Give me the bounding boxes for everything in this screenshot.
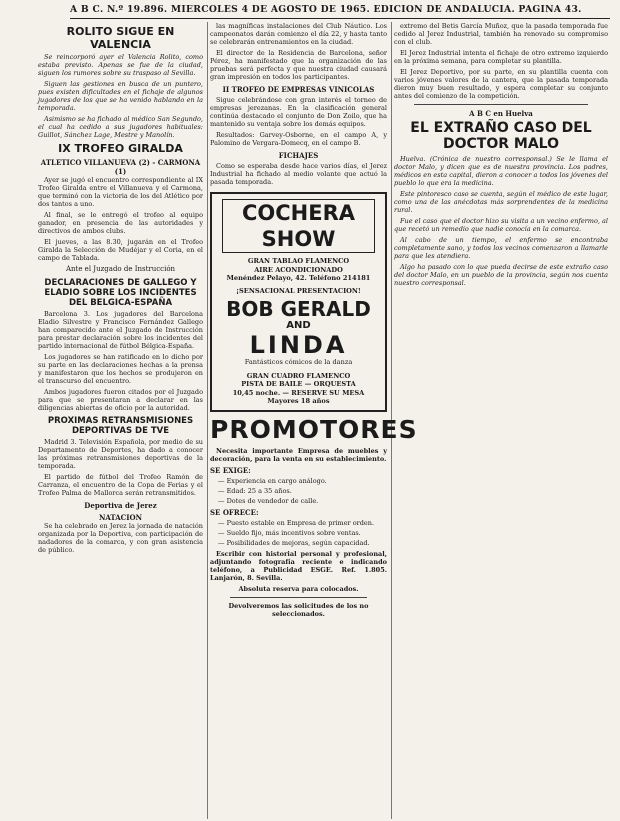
trofeo-giralda-headline: IX TROFEO GIRALDA [58, 142, 183, 155]
doctor-malo-paragraph: Algo ha pasado con lo que pueda decirse de este extraño caso del doctor Malo, en un pueblo de la provincia, según nos cuenta nuestro corresponsal. [394, 263, 608, 287]
page-header: A B C. N.º 19.896. MIERCOLES 4 DE AGOSTO DE 1965. EDICION DE ANDALUCIA. PAGINA 43. [70, 4, 610, 19]
list-item: — Sueldo fijo, más incentivos sobre ventas. [218, 528, 361, 537]
promotores-return: Devolveremos las solicitudes de los no seleccionados. [228, 601, 369, 618]
rolito-paragraph: Asimismo se ha fichado al médico San Segundo, el cual ha cedido a sus jugadores habituales: Guillot, Sánchez Lage, Mestre y Manolín. [38, 115, 203, 139]
jerez-headline: Deportiva de Jerez [84, 501, 157, 510]
tve-paragraph: Madrid 3. Televisión Española, por medio de su Departamento de Deportes, ha dado a conocer las próximas retransmisiones deportivas de la temporada. [38, 438, 203, 470]
jerez-kicker: NATACION [98, 513, 143, 522]
juzgado-headline: DECLARACIONES DE GALLEGO Y ELADIO SOBRE LOS INCIDENTES DEL BELGICA-ESPAÑA [44, 278, 197, 308]
ad-artist-and: AND [286, 320, 311, 331]
vinicolas-headline: II TROFEO DE EMPRESAS VINICOLAS [222, 85, 375, 94]
juzgado-kicker: Ante el Juzgado de Instrucción [65, 265, 176, 273]
nautico-paragraph: El director de la Residencia de Barcelona, señor Pérez, ha manifestado que la organización de las pruebas será perfecta y que nuestra ciudad causará gran impresión en todos los participantes. [210, 49, 387, 81]
fichajes-headline: FICHAJES [278, 151, 319, 160]
list-item: — Puesto estable en Empresa de primer orden. [218, 518, 375, 527]
list-item: — Posibilidades de mejoras, según capacidad. [218, 538, 370, 547]
ad-line: GRAN TABLAO FLAMENCO [247, 257, 350, 265]
tve-headline: PROXIMAS RETRANSMISIONES DEPORTIVAS DE TVE [47, 416, 194, 436]
fichajes-paragraph: Como se esperaba desde hace varios días, el Jerez Industrial ha fichado al medio volante que actuó la pasada temporada. [210, 162, 387, 186]
abc-huelva-kicker: A B C en Huelva [469, 109, 533, 118]
list-item: — Experiencia en cargo análogo. [218, 476, 327, 485]
rolito-paragraph: Siguen las gestiones en busca de un puntero, pues existen dificultades en el fichaje de algunos jugadores de los que se ha venido hablando en la temporada. [38, 80, 203, 112]
ad-line: Fantásticos cómicos de la danza [244, 358, 353, 366]
divider [230, 597, 367, 598]
ad-line: 10,45 noche. — RESERVE SU MESA [232, 388, 365, 397]
ad-artist-name: LINDA [249, 331, 348, 359]
exige-label: SE EXIGE: [210, 465, 251, 475]
ofrece-list [218, 519, 387, 547]
promotores-contact: Escribir con historial personal y profesional, adjuntando fotografía reciente e indicando teléfono, a Publicidad ESGE. Ref. 1.805. Lanjarón, 8. Sevilla. [210, 549, 387, 582]
list-item: — Edad: 25 a 35 años. [218, 486, 292, 495]
divider [414, 104, 588, 105]
ofrece-label: SE OFRECE: [210, 507, 259, 517]
cochera-show-ad [210, 192, 387, 412]
column-right [394, 22, 608, 819]
ad-line: Mayores 18 años [267, 397, 330, 405]
doctor-malo-paragraph: Fue el caso que el doctor hizo su visita a un vecino enfermo, al que recetó un remedio que nadie conocía en la comarca. [394, 217, 608, 233]
ad-address: Menéndez Pelayo, 42. Teléfono 214181 [226, 274, 371, 282]
jerez-paragraph: El Jerez Industrial intenta el fichaje de otro extremo izquierdo en la próxima semana, para completar su plantilla. [394, 49, 608, 65]
promotores-reserve: Absoluta reserva para colocados. [238, 584, 359, 593]
jerez-paragraph: Se ha celebrado en Jerez la jornada de natación organizada por la Deportiva, con participación de nadadores de la comarca, y con gran asistencia de público. [38, 522, 203, 554]
jerez-paragraph: extremo del Betis García Muñoz, que la pasada temporada fue cedido al Jerez Industrial, también ha renovado su compromiso con el club. [394, 22, 608, 46]
column-middle [210, 22, 418, 819]
juzgado-paragraph: Los jugadores se han ratificado en lo dicho por su parte en las declaraciones hechas a la prensa y manifestaron que los hechos se produjeron en el transcurso del encuentro. [38, 353, 203, 385]
trofeo-paragraph: Ayer se jugó el encuentro correspondiente al IX Trofeo Giralda entre el Villanueva y el Carmona, que terminó con la victoria de los del Atlético por dos tantos a uno. [38, 176, 203, 208]
ad-line: GRAN CUADRO FLAMENCO [246, 371, 351, 380]
vinicolas-paragraph: Sigue celebrándose con gran interés el torneo de empresas jerezanas. En la clasificación general continúa destacado el conjunto de Don Zoilo, que ha mantenido su ventaja sobre los demás equipos. [210, 96, 387, 128]
exige-list [218, 477, 387, 505]
cochera-show-title: COCHERA SHOW [222, 199, 375, 253]
ad-line: PISTA DE BAILE — ORQUESTA [241, 380, 356, 388]
trofeo-paragraph: Al final, se le entregó el trofeo al equipo ganador, en presencia de las autoridades y directivos de ambos clubs. [38, 211, 203, 235]
jerez-paragraph: El Jerez Deportivo, por su parte, en su plantilla cuenta con varios jóvenes valores de la cantera, que la pasada temporada dieron muy buen resultado, y espera completar su conjunto antes del comienzo de la competición. [394, 68, 608, 100]
juzgado-paragraph: Ambos jugadores fueron citados por el Juzgado para que se presentaran a declarar en las diligencias abiertas de oficio por la autoridad. [38, 388, 203, 412]
trofeo-giralda-result: ATLETICO VILLANUEVA (2) - CARMONA (1) [40, 158, 201, 176]
column-left [38, 22, 208, 819]
rolito-headline: ROLITO SIGUE EN VALENCIA [66, 25, 175, 51]
nautico-paragraph: las magníficas instalaciones del Club Náutico. Los campeonatos darán comienzo el día 22, y hasta tanto se celebrarán entrenamientos en la ciudad. [210, 22, 387, 46]
list-item: — Dotes de vendedor de calle. [218, 496, 319, 505]
doctor-malo-paragraph: Al cabo de un tiempo, el enfermo se encontraba completamente sano, y todos los vecinos comenzaron a llamarle para que les atendiera. [394, 236, 608, 260]
ad-line: ¡SENSACIONAL PRESENTACION! [236, 286, 361, 295]
rolito-paragraph: Se reincorporó ayer el Valencia Rolito, como estaba previsto. Apenas se fue de la ciudad, siguen los rumores sobre su traspaso al Sevilla. [38, 53, 203, 77]
vinicolas-paragraph: Resultados: Garvey-Osborne, en el campo A, y Palomino de Vergara-Domecq, en el campo B. [210, 131, 387, 147]
juzgado-paragraph: Barcelona 3. Los jugadores del Barcelona Eladio Silvestre y Francisco Fernández Gallego han comparecido ante el Juzgado de Instrucción para prestar declaración sobre los incidentes del partido internacional de fútbol Bélgica-España. [38, 310, 203, 350]
tve-paragraph: El partido de fútbol del Trofeo Ramón de Carranza, el encuentro de la Copa de Ferias y el Trofeo Palma de Mallorca serán retransmitidos. [38, 473, 203, 497]
doctor-malo-paragraph: Este pintoresco caso se cuenta, según el médico de este lugar, como una de las anécdotas más sorprendentes de la medicina rural. [394, 190, 608, 214]
trofeo-paragraph: El jueves, a las 8.30, jugarán en el Trofeo Giralda la Selección de Mudéjar y el Coria, en el campo de Tablada. [38, 238, 203, 262]
doctor-malo-paragraph: Huelva. (Crónica de nuestro corresponsal.) Se le llama el doctor Malo, y dicen que es de nuestra provincia. Los padres, médicos en esta capital, dieron a conocer a todos los jóvenes del pueblo lo que era la medicina. [394, 155, 608, 187]
promotores-title: PROMOTORES [210, 414, 418, 444]
ad-artist-name: BOB GERALD [226, 297, 371, 321]
doctor-malo-headline: EL EXTRAÑO CASO DEL DOCTOR MALO [410, 120, 592, 152]
promotores-intro: Necesita importante Empresa de muebles y decoración, para la venta en su establecimiento. [210, 446, 387, 463]
ad-line: AIRE ACONDICIONADO [254, 265, 343, 274]
